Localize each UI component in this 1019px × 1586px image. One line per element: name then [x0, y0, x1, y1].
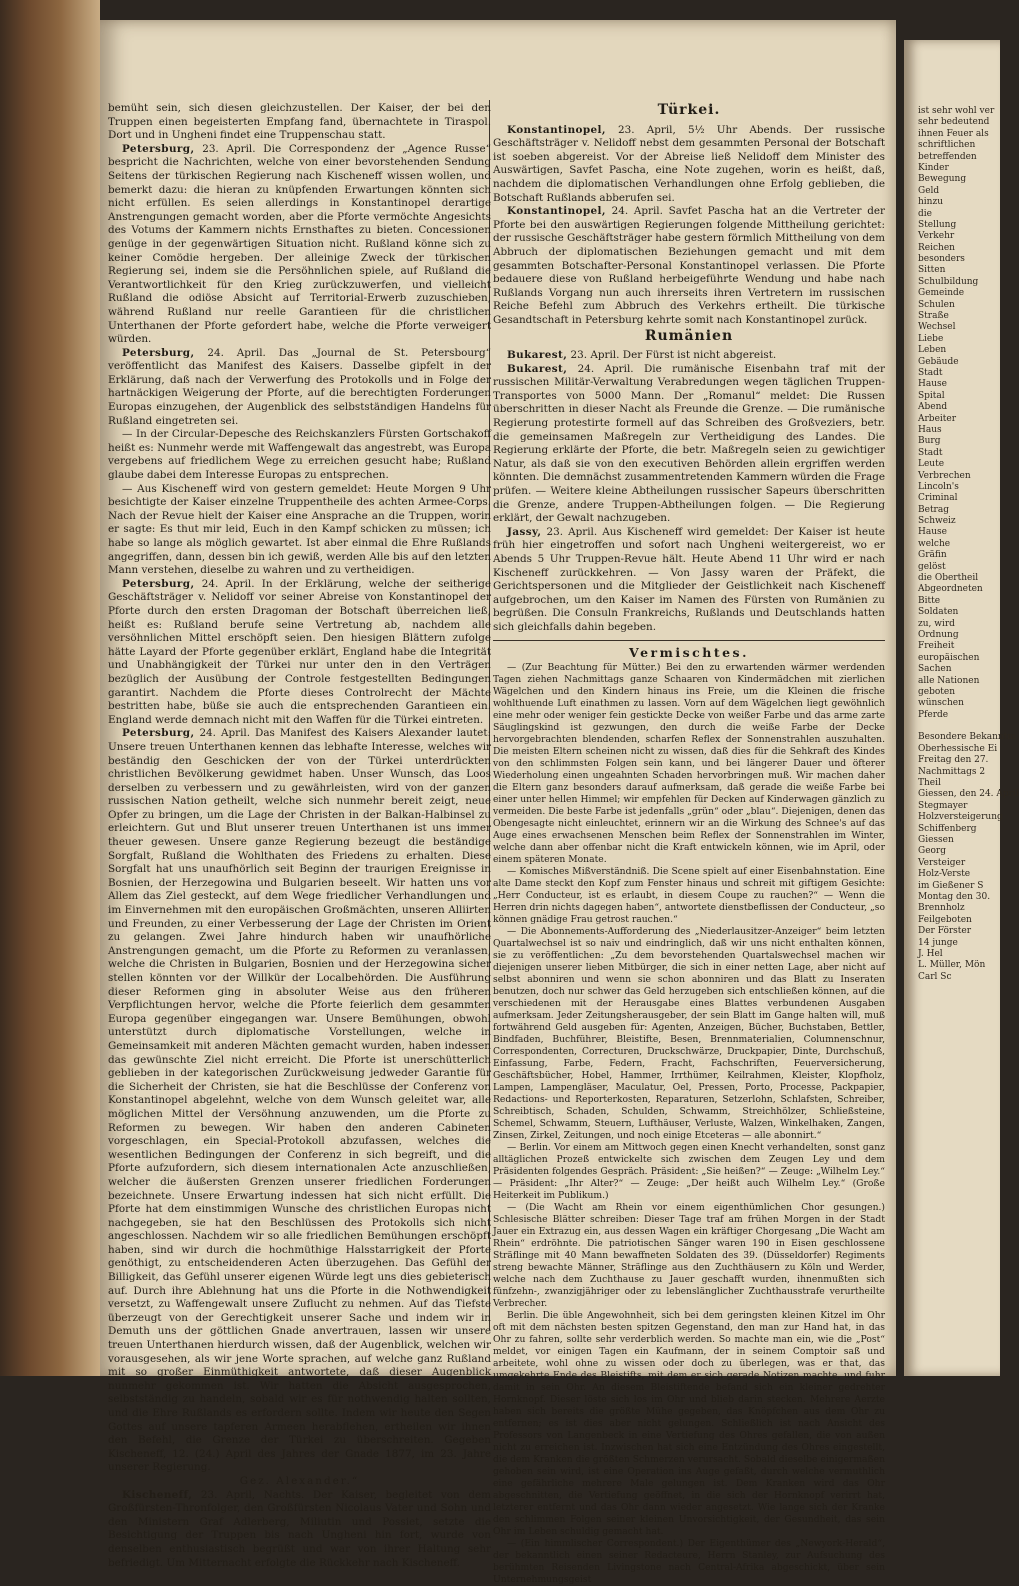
miscellaneous-section — [493, 662, 885, 1586]
adjacent-page-line: geboten — [918, 686, 956, 697]
adjacent-page-line: Kinder — [918, 162, 949, 173]
adjacent-page-line: Carl Sc — [918, 971, 952, 982]
adjacent-page-line: besonders — [918, 254, 965, 265]
article-paragraph: — In der Circular-Depesche des Reichskanzlers Fürsten Gortschakoff heißt es: Nunmehr werde mit Waffengewalt das angestrebt, was Europa vergebens auf friedlichem Wege zu erreichen gesucht habe; Rußland glaube dabei dem Interesse Europas zu entsprechen. — [108, 428, 491, 482]
adjacent-page-line: Hause — [918, 527, 947, 538]
section-heading-romania: Rumänien — [644, 327, 734, 344]
adjacent-page-line: Geld — [918, 185, 940, 196]
article-paragraph — [493, 124, 885, 206]
adjacent-page-line: Bewegung — [918, 174, 967, 185]
adjacent-page-line: Sitten — [918, 265, 946, 276]
dateline: Konstantinopel, — [507, 123, 606, 136]
adjacent-page-line: im Gießener S — [918, 880, 984, 891]
adjacent-page-line: Liebe — [918, 333, 944, 344]
adjacent-page-line: Sachen — [918, 664, 952, 675]
adjacent-page-line: Freiheit — [918, 641, 955, 652]
adjacent-page-line: 14 junge — [918, 937, 958, 948]
adjacent-page-line: Freitag den 27. — [918, 755, 989, 766]
adjacent-page-line: Stellung — [918, 219, 957, 230]
article-paragraph — [108, 727, 491, 1475]
adjacent-page-line: Brennholz — [918, 903, 965, 914]
adjacent-page-line — [918, 721, 1000, 732]
adjacent-page-line: Schweiz — [918, 516, 956, 527]
adjacent-page-line: Hause — [918, 379, 947, 390]
article-text: 23. April. Die Correspondenz der „Agence Russe“ bespricht die Nachrichten, welche von einer bevorstehenden Sendung Seitens der türkischen Regierung nach Kischeneff wissen wollen, und bemerkt dazu: die hieran zu knüpfenden Erwartungen könnten sich nicht erfüllen. Es seien allerdings in Konstantinopel derartige Anstrengungen gemacht worden, aber die Pforte vermöchte Angesichts des Votums der Kammern nichts Ernsthaftes zu bieten. Concessionen genüge in der gegenwärtigen Situation nicht. Rußland könne sich zu keiner Comödie hergeben. Der alleinige Zweck der türkischen Regierung sei, indem sie die Persöhnlichen spiele, auf Rußland die Verantwortlichkeit für den Krieg zurückzuwerfen, und vielleicht Rußland die odiöse Absicht auf Territorial-Erwerb zuzuschieben, während Rußland nur reelle Garantieen für die christlichen Unterthanen der Pforte gefordert habe, welche die Pforte verweigert würden. — [108, 142, 491, 346]
adjacent-page-line: schriftlichen — [918, 140, 976, 151]
article-text: 24. April. Das Manifest des Kaisers Alexander lautet: Unsere treuen Unterthanen kennen das lebhafte Interesse, welches wir beständig den Geschicken der von der Türkei unterdrückten christlichen Bevölkerung gewidmet haben. Unser Wunsch, das Loos derselben zu verbessern und zu gewährleisten, wird von der ganzen russischen Nation getheilt, welche sich nunmehr bereit zeigt, neue Opfer zu bringen, um die Lage der Christen in der Balkan-Halbinsel zu erleichtern. Gut und Blut unserer treuen Unterthanen ist uns immer theuer gewesen. Unsere ganze Regierung bezeugt die beständige Sorgfalt, Rußland die Wohlthaten des Friedens zu erhalten. Diese Sorgfalt hat uns unaufhörlich seit Beginn der traurigen Ereignisse in Bosnien, der Herzegowina und Bulgarien beseelt. Wir hatten uns vor Allem das Ziel gesteckt, auf dem Wege friedlicher Verhandlungen und im Einvernehmen mit den europäischen Großmächten, unseren Alliirten und Freunden, zu einer Verbesserung der Lage der Christen im Orient zu gelangen. Zwei Jahre hindurch haben wir unaufhörliche Anstrengungen gemacht, um die Pforte zu Reformen zu veranlassen, welche die Christen in Bulgarien, Bosnien und der Herzegowina sicher stellen könnten vor der Willkür der Localbehörden. Die Ausführung dieser Reformen ging in absoluter Weise aus den früheren Verpflichtungen hervor, welche die Pforte feierlich dem gesammten Europa gegenüber eingegangen war. Unsere Bemühungen, obwohl unterstützt durch diplomatische Vorstellungen, welche in Gemeinsamkeit mit anderen Mächten gemacht wurden, haben indessen das gewünschte Ziel nicht erreicht. Die Pforte ist unerschütterlich geblieben in der kategorischen Zurückweisung jedweder Garantie für die Sicherheit der Christen, sie hat die Beschlüsse der Conferenz von Konstantinopel abgelehnt, welche von dem Wunsch geleitet war, alle möglichen Mittel der Versöhnung anzuwenden, um die Pforte zu Reformen zu bewegen. Wir haben den anderen Cabineten vorgeschlagen, ein Special-Protokoll abzufassen, welches die wesentlichen Bedingungen der Conferenz in sich begreift, und die Pforte aufzufordern, sich diesem internationalen Acte anzuschließen, welcher die äußersten Grenzen unserer friedlichen Forderungen bezeichnete. Unsere Erwartung indessen hat sich nicht erfüllt. Die Pforte hat dem einstimmigen Wunsche des christlichen Europas nicht nachgegeben, sie hat den Beschlüssen des Protokolls sich nicht angeschlossen. Nachdem wir so alle friedlichen Bemühungen erschöpft haben, sind wir durch die hochmüthige Halsstarrigkeit der Pforte genöthigt, zu entscheidenderen Acten überzugehen. Das Gefühl der Billigkeit, das Gefühl unserer eigenen Würde legt uns dies gebieterisch auf. Durch ihre Ablehnung hat uns die Pforte in die Nothwendigkeit versetzt, zu Waffengewalt unsere Zuflucht zu nehmen. Auf das Tiefste überzeugt von der Gerechtigkeit unserer Sache und indem wir in Demuth uns der göttlichen Gnade anvertrauen, lassen wir unsere treuen Unterthanen hierdurch wissen, daß der Augenblick, welchen wir vorausgesehen, als wir jene Worte sprachen, auf welche ganz Rußland mit so großer Einmüthigkeit antwortete, daß dieser Augenblick nunmehr gekommen ist. Wir hatten die Absicht ausgesprochen, selbstständig zu handeln, sobald wir es für nothwendig halten sollten, und die Ehre Rußlands es erfordern sollte. Indem wir heute den Segen Gottes auf unsere tapferen Armeen herabflehen, ertheilen wir ihnen den Befehl, die Grenze der Türkei zu überschreiten. Gegeben Kischeneff, 12. (24.) April des Jahres der Gnade 1877, im 23. Jahre unserer Regierung. — [108, 727, 491, 1474]
right-column — [493, 102, 885, 1586]
article-paragraph: — Komisches Mißverständniß. Die Scene spielt auf einer Eisenbahnstation. Eine alte Dame steckt den Kopf zum Fenster hinaus und schreit mit giftigem Gesichte: „Herr Conducteur, ist es erlaubt, in diesem Coupe zu rauchen?“ — Wenn die Herren drin nichts dagegen haben“, antwortete dienstbeflissen der Conducteur, „so können gnädige Frau getrost rauchen.“ — [493, 866, 885, 926]
dateline: Petersburg, — [122, 346, 195, 359]
signature: Gez. Alexander.“ — [239, 1474, 360, 1487]
adjacent-page-line: Versteiger — [918, 857, 966, 868]
adjacent-page-line: Oberhessische Ei — [918, 743, 998, 754]
adjacent-page-line: Burg — [918, 436, 941, 447]
article-paragraph: — (Ein himmlischer Correspondent.) Der Eigenthümer des „Newyork-Herald“, der bekanntlich einen seiner Redacteure, Herrn Stanley, zur Aufsuchung des berühmten Reisenden Livingstone nach Central-Afrika abgeschickt, über sein Unternehmungsgeist — [493, 1538, 885, 1586]
adjacent-page-line: Holzversteigerung — [918, 812, 1003, 823]
dateline: Bukarest, — [507, 349, 568, 362]
article-text: 24. April. Savfet Pascha hat an die Vertreter der Pforte bei den auswärtigen Regierungen folgende Mittheilung gerichtet: der russische Geschäftsträger habe gestern förmlich Mittheilung von dem Abbruch der diplomatischen Beziehungen gemacht und mit dem gesammten Botschafter-Personal Konstantinopel verlassen. Die Pforte bedauere diese von Rußland herbeigeführte Wendung und habe nach Rußlands Vorgang nun auch ihrerseits ihren Vertretern im russischen Reiche Befehl zum Abbruch des Verkehrs ertheilt. Die türkische Gesandtschaft in Petersburg kehrte somit nach Konstantinopel zurück. — [493, 205, 885, 326]
section-heading-miscellaneous: Vermischtes. — [629, 644, 749, 660]
adjacent-page-line: Montag den 30. — [918, 891, 991, 902]
adjacent-page-line: Stegmayer — [918, 800, 968, 811]
newspaper-page — [100, 20, 896, 1586]
adjacent-page-line: alle Nationen — [918, 675, 980, 686]
adjacent-page-line: Soldaten — [918, 607, 959, 618]
article-paragraph: — (Die Wacht am Rhein vor einem eigenthümlichen Chor gesungen.) Schlesische Blätter schreiben: Dieser Tage traf am frühen Morgen in der Stadt Jauer ein Extrazug ein, aus dessen Wagen ein kräftiger Chorgesang „Die Wacht am Rhein“ erdröhnte. Die patriotischen Sänger waren 190 in Eisen geschlossene Sträflinge mit 40 Mann bewaffneten Soldaten des 39. (Düsseldorfer) Regiments streng bewachte Männer, Sträflinge aus den Zuchthäusern zu Köln und Werder, welche nach dem Zuchthause zu Jauer geschafft wurden, ihnenmußten sich fünfzehn-, zwanzigjähriger oder zu lebenslänglicher Zuchthausstrafe verurtheilte Verbrecher. — [493, 1202, 885, 1310]
adjacent-page-line: L. Müller, Mön — [918, 960, 986, 971]
article-paragraph — [108, 347, 491, 429]
adjacent-page-line: Betrag — [918, 504, 949, 515]
adjacent-page-line: die Obertheil — [918, 573, 979, 584]
book-binding — [0, 0, 100, 1376]
article-paragraph — [108, 1489, 491, 1571]
adjacent-page-line: Nachmittags 2 — [918, 766, 986, 777]
adjacent-page-line: Gebäude — [918, 356, 959, 367]
adjacent-page-line: Leute — [918, 459, 945, 470]
adjacent-page-line: Abgeordneten — [918, 584, 983, 595]
adjacent-page-line: Reichen — [918, 242, 955, 253]
adjacent-page-line: Holz-Verste — [918, 869, 971, 880]
adjacent-page-line: wünschen — [918, 698, 964, 709]
article-paragraph — [493, 526, 885, 635]
article-text: 23. April. Der Fürst ist nicht abgereist. — [567, 349, 777, 362]
article-paragraph: — Die Abonnements-Aufforderung des „Niederlausitzer-Anzeiger“ beim letzten Quartalwechsel ist so naiv und eindringlich, daß wir uns nicht enthalten können, sie zu veröffentlichen: „Zu dem bevorstehenden Quartalswechsel machen wir diejenigen unserer lieben Mitbürger, die sich in einer netten Lage, aber nicht auf selbst abonniren und wenn sie schon abonniren und das Blatt zu Inseraten benutzen, doch nur schwer das Geld herzugeben sich entschließen können, auf die verschiedenen mit der Herausgabe eines Blattes verbundenen Ausgaben aufmerksam. Jeder Zeitungsherausgeber, der sein Blatt im Gange halten will, muß fortwährend Geld ausgeben für: Agenten, Anzeigen, Bücher, Buchstaben, Bettler, Bindfaden, Buchführer, Bleistifte, Besen, Brennmaterialien, Columnenschnur, Correspondenten, Correcturen, Druckschwärze, Druckpapier, Dinte, Durchschuß, Einfassung, Farbe, Federn, Fracht, Fachschriften, Feuerversicherung, Geschäftsbücher, Hobel, Hammer, Irrthümer, Keilrahmen, Kleister, Klopfholz, Lampen, Lampengläser, Maculatur, Oel, Pressen, Porto, Processe, Packpapier, Redactions- und Reporterkosten, Reparaturen, Setzerlohn, Schlafsten, Schreiber, Schreibtisch, Schaden, Schulden, Schwamm, Streichhölzer, Schließsteine, Schemel, Schwamm, Steuern, Lufthäuser, Verluste, Walzen, Winkelhaken, Zangen, Zinsen, Zirkel, Zeitungen, und noch einige Etceteras — alle abonnirt.“ — [493, 926, 885, 1142]
adjacent-page-line: Abend — [918, 402, 948, 413]
adjacent-page-line: Straße — [918, 311, 949, 322]
article-text: 23. April, Nachts. Der Kaiser, begleitet von dem Großfürsten-Thronfolger, den Großfürsten Nicolaus Vater und Sohn und den Ministern Graf Adlerberg, Miliutin und Possiet, setzte die Besichtigung der Truppen bis nach Ungheni hin fort, wurde von denselben enthusiastisch begrüßt und war von ihrer Haltung sehr befriedigt. Um Mitternacht erfolgte die Rückkehr nach Kischeneff. — [108, 1488, 491, 1569]
adjacent-page-line: Verkehr — [918, 231, 955, 242]
article-text: 23. April. Aus Kischeneff wird gemeldet: Der Kaiser ist heute früh hier eingetroffen und sofort nach Ungheni weitergereist, wo er Abends 5 Uhr Truppen-Revue hält. Heute Abend 11 Uhr wird er nach Kischeneff zurückkehren. — Von Jassy waren der Präfekt, die Gerichtspersonen und die Mitglieder der Geistlichkeit nach Kischeneff aufgebrochen, um den Kaiser im Namen des Fürsten von Rumänien zu begrüßen. Die Consuln Frankreichs, Rußlands und Deutschlands hatten sich gleichfalls dahin begeben. — [493, 525, 885, 633]
article-paragraph: bemüht sein, sich diesen gleichzustellen. Der Kaiser, der bei den Truppen einen begeisterten Empfang fand, übernachtete in Tiraspol. Dort und in Ungheni findet eine Truppenschau statt. — [108, 102, 491, 142]
article-text: 24. April. Die rumänische Eisenbahn traf mit der russischen Militär-Verwaltung Verabredungen wegen täglichen Truppen-Transportes von 5000 Mann. Der „Romanul“ meldet: Die Russen überschritten in dieser Nacht als Freunde die Grenze. — Die rumänische Regierung protestirte formell auf das Schreiben des Großveziers, betr. die gemeinsamen Maßregeln zur Vertheidigung des Landes. Die Regierung erklärte der Pforte, die betr. Maßregeln seien zu gewichtiger Natur, als daß sie von den executiven Behörden allein ergriffen werden könnten. Die demnächst zusammentretenden Kammern würden die Frage prüfen. — Weitere kleine Abtheilungen russischer Sapeurs überschritten die Grenze, andere Truppen-Abtheilungen folgen. — Die Regierung erklärt, der Gewalt nachzugeben. — [493, 362, 885, 525]
adjacent-page-line: Giessen — [918, 835, 954, 845]
adjacent-page-line: zu, wird — [918, 618, 955, 629]
adjacent-page-line: gelöst — [918, 561, 946, 572]
article-paragraph — [493, 363, 885, 526]
adjacent-page-line: Georg — [918, 846, 946, 857]
article-paragraph: — (Zur Beachtung für Mütter.) Bei den zu erwartenden wärmer werdenden Tagen ziehen Nachmittags ganze Schaaren von Kindermädchen mit zierlichen Wägelchen und den Kindern hinaus ins Freie, um die Kleinen die frische wohlthuende Luft einathmen zu lassen. Vorn auf dem Wägelchen liegt gewöhnlich eine mehr oder weniger fein gestickte Decke von weißer Farbe und das arme zarte Säuglingskind ist gezwungen, den durch die weiße Farbe der Decke hervorgebrachten blendenden, scharfen Reflex der Sonnenstrahlen auszuhalten. Die meisten Eltern scheinen nicht zu wissen, daß dies für die Sehkraft des Kindes von den schlimmsten Folgen sein kann, und bei längerer Dauer und öfterer Wiederholung einen ungeahnten Schaden hervorbringen muß. Wir machen daher die Eltern ganz besonders darauf aufmerksam, daß gerade die weiße Farbe bei einer unter hellen Himmel; wir empfehlen für Decken auf Kinderwagen gänzlich zu vermeiden. Die beste Farbe ist jedenfalls „grün“ oder „blau“. Diejenigen, denen das Obengesagte nicht einleuchtet, erinnern wir an die Wirkung des Schnee's auf das Auge eines erwachsenen Menschen beim Reflex der Sonnenstrahlen im Winter, welche dann aber offenbar nicht die Kraft entwickeln können, wie im April, oder einem späteren Monate. — [493, 662, 885, 866]
adjacent-page-line: Lincoln's — [918, 481, 959, 492]
adjacent-page-fragment — [904, 40, 1019, 1376]
article-paragraph — [108, 578, 491, 728]
adjacent-page-line: Der Förster — [918, 926, 972, 937]
article-text: 23. April, 5½ Uhr Abends. Der russische Geschäftsträger v. Nelidoff nebst dem gesammten Personal der Botschaft ist soeben abgereist. Vor der Abreise ließ Nelidoff dem Minister des Auswärtigen, Savfet Pascha, eine Note zugehen, worin es heißt, daß, nachdem die diplomatischen Verhandlungen ohne Erfolg geblieben, die Botschaft Rußlands abberufen sei. — [493, 123, 885, 204]
adjacent-page-line: Besondere Bekanntm — [918, 732, 1016, 743]
dateline: Jassy, — [507, 525, 542, 538]
adjacent-page-line: Pferde — [918, 709, 949, 720]
adjacent-page-line: Stadt — [918, 447, 943, 458]
adjacent-page-line: Gräfin — [918, 550, 947, 561]
adjacent-page-line: Verbrechen — [918, 470, 971, 481]
adjacent-page-line: Schulen — [918, 299, 955, 310]
adjacent-page-line: sehr bedeutend — [918, 117, 990, 128]
article-paragraph — [493, 205, 885, 327]
dateline: Kischeneff, — [122, 1488, 193, 1501]
adjacent-page-text — [904, 40, 1019, 983]
adjacent-page-line: Leben — [918, 345, 947, 356]
article-text: 24. April. In der Erklärung, welche der seitherige Geschäftsträger v. Nelidoff vor seiner Abreise von Konstantinopel der Pforte durch den ersten Dragoman der Botschaft überreichen ließ, heißt es: Rußland berufe seine Vertretung ab, nachdem alle versöhnlichen Mittel erschöpft seien. Den hiesigen Blättern zufolge hätte Layard der Pforte gegenüber erklärt, England habe die Integrität und Unabhängigkeit der Türkei nur unter den in den Verträgen bezüglich der Ausübung der Controle festgestellten Bedingungen garantirt. Nachdem die Pforte dieses Controlrecht der Mächte bestritten habe, büße sie auch die entsprechenden Garantieen ein. England werde demnach nicht mit den Waffen für die Türkei eintreten. — [108, 577, 491, 726]
article-paragraph: — Berlin. Vor einem am Mittwoch gegen einen Knecht verhandelten, sonst ganz alltäglichen Prozeß entwickelte sich zwischen dem Zeugen Ley und dem Präsidenten folgendes Gespräch. Präsident: „Sie heißen?“ — Zeuge: „Wilhelm Ley.“ — Präsident: „Ihr Alter?“ — Zeuge: „Der heißt auch Wilhelm Ley.“ (Große Heiterkeit im Publikum.) — [493, 1142, 885, 1202]
adjacent-page-line: Arbeiter — [918, 413, 957, 424]
article-paragraph — [493, 349, 885, 363]
section-rule — [493, 640, 885, 641]
dateline: Bukarest, — [507, 362, 568, 375]
adjacent-page-line: ihnen Feuer als — [918, 128, 989, 139]
adjacent-page-line: europäischen — [918, 652, 980, 663]
adjacent-page-line: hinzu — [918, 197, 944, 208]
adjacent-page-line: Schiffenberg — [918, 823, 977, 834]
dateline: Petersburg, — [122, 577, 195, 590]
article-paragraph: — Aus Kischeneff wird von gestern gemeldet: Heute Morgen 9 Uhr besichtigte der Kaiser einzelne Truppentheile des achten Armee-Corps. Nach der Revue hielt der Kaiser eine Ansprache an die Truppen, worin er sagte: Es thut mir leid, Euch in den Kampf schicken zu müssen; ich habe so lange als möglich gewartet. Ist aber einmal die Ehre Rußlands angegriffen, dann, dessen bin ich gewiß, werden Alle bis auf den letzten Mann verstehen, dieselbe zu wahren und zu vertheidigen. — [108, 482, 491, 577]
adjacent-page-line: ist sehr wohl ver — [918, 106, 995, 116]
adjacent-page-line: Wechsel — [918, 322, 956, 333]
article-paragraph — [108, 143, 491, 347]
dateline: Petersburg, — [122, 727, 195, 740]
adjacent-page-line: J. Hel — [918, 948, 943, 959]
adjacent-page-line: Criminal — [918, 493, 958, 504]
adjacent-page-line: Spital — [918, 390, 945, 401]
adjacent-page-line: betreffenden — [918, 151, 977, 162]
adjacent-page-line: Bitte — [918, 595, 941, 606]
article-paragraph: Berlin. Die üble Angewohnheit, sich bei dem geringsten kleinen Kitzel im Ohr oft mit dem nächsten besten spitzen Gegenstand, den man zur Hand hat, in das Ohr zu fahren, sollte sehr verderblich werden. So machte man ein, wie die „Post“ meldet, vor einigen Tagen ein Kaufmann, der in seinem Comptoir saß und arbeitete, wohl ohne zu wissen oder doch zu überlegen, was er that, das umgekehrte Ende des Bleistifts, mit dem er sich gerade Notizen machte, und fuhr damit in sein Ohr. An diesem Bleistiftende befand sich ein kleiner gedrehter Hornknopf. Dieser löste sich los im Ohr und blieb darin stecken. Mehrere Aerzte haben sich bereits die größte Mühe gegeben, das Knöpfchen aus dem Ohr zu entfernen; es ist dies aber nicht gelungen. Schließlich ist nach Ansicht des Professors von Langenbeck in eine Vertiefung des Ohres gefallen, die von außen nicht zu erreichen ist. Inzwischen hat sich eine Entzündung des Ohres eingestellt, die dem Kranken die größten Schmerzen verursacht. Sobald dieselbe einigermaßen gehoben sein wird, ist eine Operation ins Auge gefaßt, durch welche vermuthlich eine gefährliche mehrere Male gelungen ist. Dem Kranken wird das Ohr abgeschnitten, die Vertiefung geöffnet, in die sich der Hornknopf verirrt hat, letzterer entfernt und das Ohr dann wieder angesetzt. Wie lange sich der Kranke den schlimmen Folgen seiner kleinen Unvorsichtigkeit, der Gesundheit, das sein Ohr im Leben schuldig gemacht hat. — [493, 1310, 885, 1538]
adjacent-page-line: Giessen, den 24. April — [918, 789, 1019, 800]
dateline: Konstantinopel, — [507, 205, 606, 218]
article-text: 24. April. Das „Journal de St. Petersbourg“ veröffentlicht das Manifest des Kaisers. Dasselbe gipfelt in der Erklärung, daß nach der Verwerfung des Protokolls und in Folge der hartnäckigen Weigerung der Pforte, auf die berechtigten Forderungen Europas einzugehen, der Augenblick des selbstständigen Handelns für Rußland eingetreten sei. — [108, 346, 491, 427]
adjacent-page-line: Haus — [918, 424, 942, 435]
adjacent-page-line: Stadt — [918, 367, 943, 378]
adjacent-page-line: Gemeinde — [918, 288, 965, 299]
adjacent-page-line: welche — [918, 538, 951, 549]
section-heading-turkey: Türkei. — [657, 102, 721, 118]
adjacent-page-line: Ordnung — [918, 629, 959, 640]
adjacent-page-line: Schulbildung — [918, 276, 979, 287]
left-column — [108, 102, 491, 1570]
adjacent-page-line: die — [918, 208, 932, 219]
dateline: Petersburg, — [122, 142, 195, 155]
adjacent-page-line: Theil — [918, 778, 941, 789]
adjacent-page-line: Feilgeboten — [918, 914, 972, 925]
